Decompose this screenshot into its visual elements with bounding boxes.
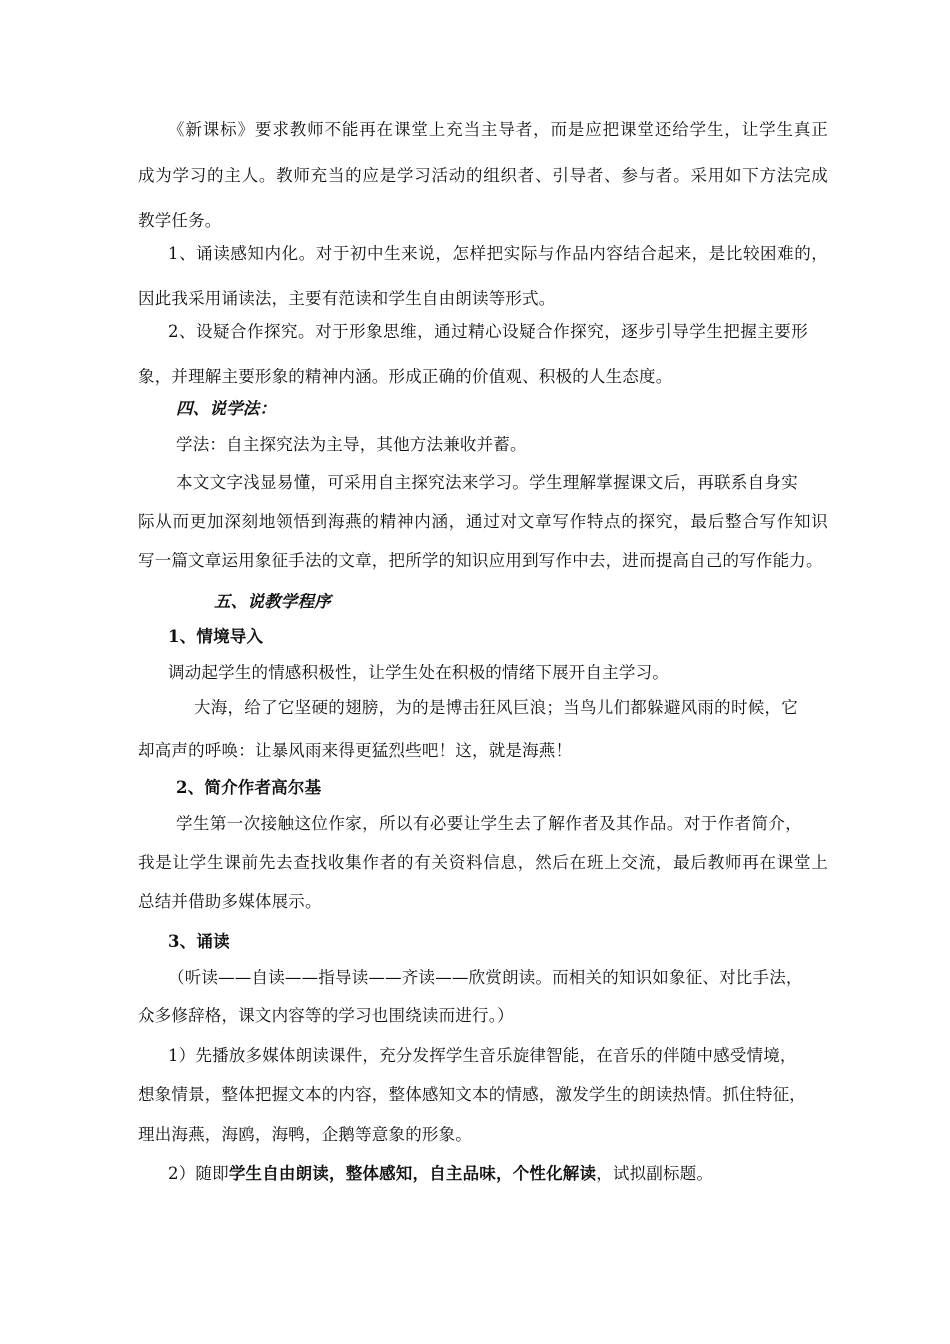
step-3-item-2-suffix: ，试拟副标题。 bbox=[596, 1164, 714, 1183]
method-1-line-1: 1、诵读感知内化。对于初中生来说，怎样把实际与作品内容结合起来，是比较困难的， bbox=[168, 244, 828, 263]
step-3-item-1-line-3: 理出海燕，海鸥，海鸭，企鹅等意象的形象。 bbox=[138, 1125, 472, 1144]
step-1-quote-line-1: 大海，给了它坚硬的翅膀，为的是博击狂风巨浪；当鸟儿们都躲避风雨的时候，它 bbox=[194, 698, 798, 717]
step-1-line-1: 调动起学生的情感积极性，让学生处在积极的情绪下展开自主学习。 bbox=[168, 663, 669, 682]
method-2-line-2: 象，并理解主要形象的精神内涵。形成正确的价值观、积极的人生态度。 bbox=[138, 367, 673, 386]
step-1-title: 1、情境导入 bbox=[168, 627, 264, 646]
step-3-item-1-line-1: 1）先播放多媒体朗读课件，充分发挥学生音乐旋律智能，在音乐的伴随中感受情境， bbox=[168, 1046, 797, 1065]
step-1-quote-line-2: 却高声的呼唤：让暴风雨来得更猛烈些吧！这，就是海燕！ bbox=[138, 741, 573, 760]
intro-line-2: 成为学习的主人。教师充当的应是学习活动的组织者、引导者、参与者。采用如下方法完成 bbox=[138, 166, 828, 185]
step-3-item-2-emphasis: 学生自由朗读，整体感知，自主品味，个性化解读 bbox=[228, 1164, 597, 1183]
section-4-method-line: 学法：自主探究法为主导，其他方法兼收并蓄。 bbox=[176, 435, 527, 454]
step-2-title: 2、简介作者高尔基 bbox=[176, 778, 322, 797]
step-3-item-2 bbox=[168, 1162, 858, 1186]
step-2-line-2: 我是让学生课前先去查找收集作者的有关资料信息，然后在班上交流，最后教师再在课堂上 bbox=[138, 853, 828, 872]
step-3-line-2: 众多修辞格，课文内容等的学习也围绕读而进行。） bbox=[138, 1006, 514, 1025]
intro-line-3: 教学任务。 bbox=[138, 211, 222, 230]
intro-line-1: 《新课标》要求教师不能再在课堂上充当主导者，而是应把课堂还给学生，让学生真正 bbox=[168, 120, 828, 139]
step-2-line-3: 总结并借助多媒体展示。 bbox=[138, 892, 322, 911]
method-2-line-1: 2、设疑合作探究。对于形象思维，通过精心设疑合作探究，逐步引导学生把握主要形 bbox=[168, 322, 808, 341]
method-1-line-2: 因此我采用诵读法，主要有范读和学生自由朗读等形式。 bbox=[138, 289, 556, 308]
step-3-title: 3、诵读 bbox=[168, 932, 230, 951]
step-2-line-1: 学生第一次接触这位作家，所以有必要让学生去了解作者及其作品。对于作者简介， bbox=[176, 814, 802, 833]
step-3-line-1: （听读——自读——指导读——齐读——欣赏朗读。而相关的知识如象征、对比手法， bbox=[168, 968, 803, 987]
section-5-heading: 五、说教学程序 bbox=[214, 592, 331, 611]
step-3-item-1-line-2: 想象情景，整体把握文本的内容，整体感知文本的情感，激发学生的朗读热情。抓住特征， bbox=[138, 1085, 806, 1104]
section-4-paragraph-line-1: 本文文字浅显易懂，可采用自主探究法来学习。学生理解掌握课文后，再联系自身实 bbox=[176, 473, 798, 492]
section-4-heading: 四、说学法： bbox=[176, 399, 277, 418]
section-4-paragraph-line-2: 际从而更加深刻地领悟到海燕的精神内涵，通过对文章写作特点的探究，最后整合写作知识 bbox=[138, 512, 828, 531]
step-3-item-2-prefix: 2）随即 bbox=[168, 1164, 229, 1183]
section-4-paragraph-line-3: 写一篇文章运用象征手法的文章，把所学的知识应用到写作中去，进而提高自己的写作能力。 bbox=[138, 551, 823, 570]
